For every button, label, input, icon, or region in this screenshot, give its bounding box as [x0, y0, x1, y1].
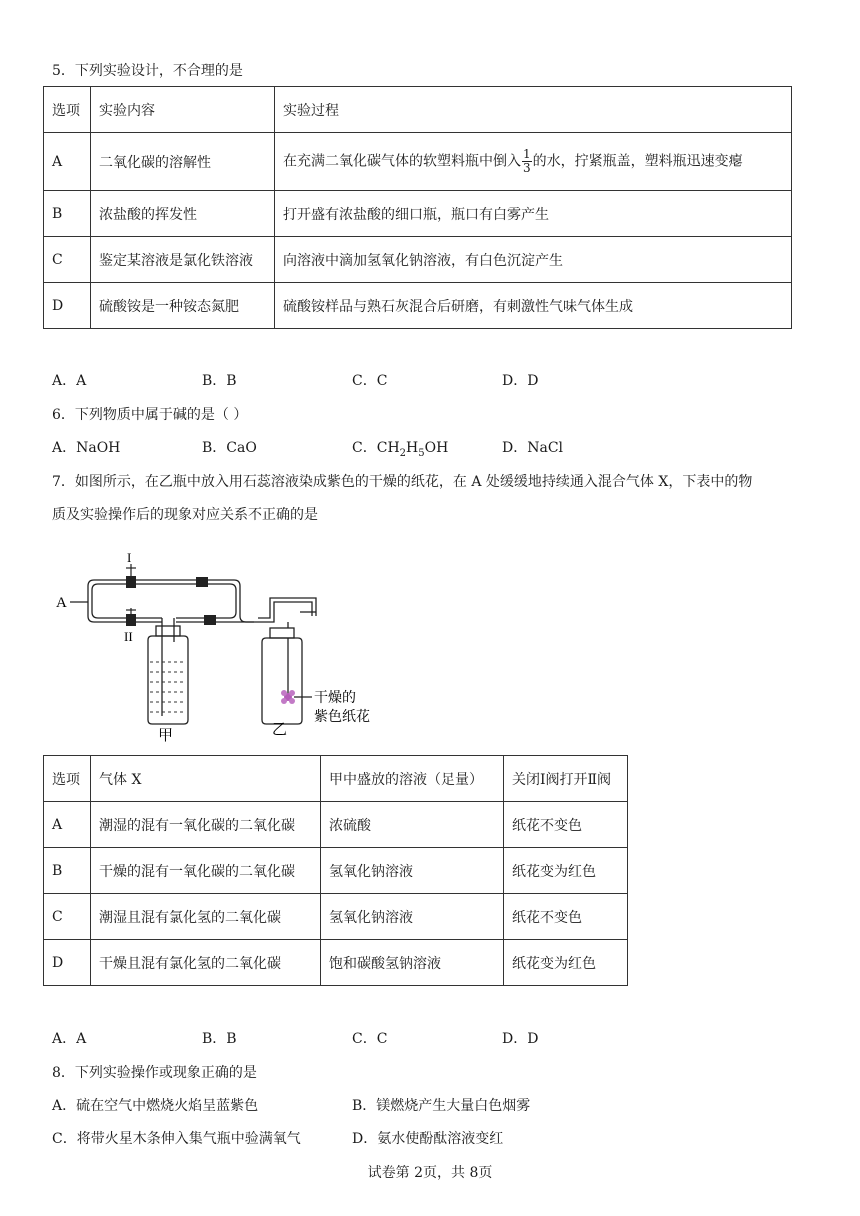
- q6-choice-d[interactable]: D．NaCl: [502, 440, 564, 456]
- pipe-joint: [196, 577, 208, 587]
- table-cell: 纸花不变色: [504, 802, 628, 848]
- upper-pipe: [88, 580, 234, 602]
- fraction-numerator: 1: [523, 147, 531, 161]
- pipe-joint: [204, 615, 216, 625]
- label-flower-1: 干燥的: [314, 690, 356, 706]
- table-cell: [275, 133, 792, 191]
- q8-choice-c[interactable]: C．将带火星木条伸入集气瓶中验满氧气: [52, 1131, 301, 1147]
- q6-stem: 6．下列物质中属于碱的是（ ）: [52, 407, 248, 423]
- table-cell: 纸花变为红色: [504, 848, 628, 894]
- table-header-cell: 关闭Ⅰ阀打开Ⅱ阀: [504, 756, 628, 802]
- label-flower-2: 紫色纸花: [314, 709, 370, 725]
- table-cell: 纸花变为红色: [504, 940, 628, 986]
- table-header-cell: 选项: [44, 87, 91, 133]
- table-cell-text: 的水，拧紧瓶盖，塑料瓶迅速变瘪: [532, 153, 743, 170]
- table-cell: 鉴定某溶液是氯化铁溶液: [91, 237, 275, 283]
- table-cell: 浓盐酸的挥发性: [91, 191, 275, 237]
- valve-i: [126, 564, 136, 588]
- formula-subscript: 2: [399, 447, 407, 459]
- table-cell: C: [44, 894, 91, 940]
- q5-choice-d[interactable]: D．D: [502, 373, 539, 389]
- formula-part: H: [387, 440, 400, 456]
- purple-flower-icon: [281, 690, 312, 704]
- table-row: [44, 894, 628, 940]
- table-row: [44, 133, 792, 191]
- formula-part: H: [406, 440, 419, 456]
- table-row: [44, 940, 628, 986]
- formula-subscript: 5: [418, 447, 425, 459]
- bottle-jia: [148, 618, 188, 724]
- q8-choice-a[interactable]: A．硫在空气中燃烧火焰呈蓝紫色: [52, 1098, 259, 1114]
- q7-stem-line1: 7．如图所示，在乙瓶中放入用石蕊溶液染成紫色的干燥的纸花，在 A 处缓缓地持续通入混合气体 X，下表中的物: [52, 474, 753, 490]
- q5-choice-c[interactable]: C．C: [352, 373, 388, 389]
- table-cell: C: [44, 237, 91, 283]
- q8-choice-b[interactable]: B．镁燃烧产生大量白色烟雾: [352, 1098, 531, 1114]
- right-pipe: [234, 580, 254, 622]
- table-row: [44, 191, 792, 237]
- table-row: [44, 802, 628, 848]
- table-cell: 向溶液中滴加氢氧化钠溶液，有白色沉淀产生: [275, 237, 792, 283]
- q6-choice-b[interactable]: B．CaO: [202, 440, 257, 456]
- label-valve-ii: II: [124, 629, 133, 644]
- q6-choice-a[interactable]: A．NaOH: [52, 440, 121, 456]
- table-row: [44, 283, 792, 329]
- apparatus-diagram: [48, 550, 378, 742]
- table-cell: D: [44, 283, 91, 329]
- q5-stem: 5．下列实验设计，不合理的是: [52, 63, 243, 79]
- table-cell: B: [44, 191, 91, 237]
- table-cell: 饱和碳酸氢钠溶液: [321, 940, 504, 986]
- label-yi: 乙: [272, 720, 288, 738]
- table-cell: D: [44, 940, 91, 986]
- table-header-cell: 甲中盛放的溶液（足量）: [321, 756, 504, 802]
- table-row: [44, 848, 628, 894]
- table-cell: 潮湿且混有氯化氢的二氧化碳: [91, 894, 321, 940]
- label-jia: 甲: [158, 726, 174, 742]
- page-footer: 试卷第 2页，共 8页: [367, 1165, 493, 1181]
- table-cell: 硫酸铵样品与熟石灰混合后研磨，有刺激性气味气体生成: [275, 283, 792, 329]
- table-cell-text: 在充满二氧化碳气体的软塑料瓶中倒入: [283, 153, 521, 170]
- table-cell: A: [44, 802, 91, 848]
- label-valve-i: I: [127, 550, 132, 565]
- fraction: [522, 148, 532, 175]
- q7-choice-d[interactable]: D．D: [502, 1031, 539, 1047]
- lower-pipe: [88, 602, 162, 622]
- fraction-denominator: 3: [523, 161, 531, 175]
- table-header-row: [44, 87, 792, 133]
- valve-ii: [126, 608, 136, 626]
- q6-choice-c-prefix: C．C: [352, 440, 388, 456]
- q7-table: [43, 755, 628, 986]
- table-row: [44, 237, 792, 283]
- q5-choice-b[interactable]: B．B: [202, 373, 237, 389]
- table-header-cell: 实验内容: [91, 87, 275, 133]
- table-cell: 二氧化碳的溶解性: [91, 133, 275, 191]
- q5-table: [43, 86, 792, 329]
- q5-choice-a[interactable]: A．A: [52, 373, 87, 389]
- table-cell: 硫酸铵是一种铵态氮肥: [91, 283, 275, 329]
- q7-choice-b[interactable]: B．B: [202, 1031, 237, 1047]
- q8-choice-d[interactable]: D．氨水使酚酞溶液变红: [352, 1131, 504, 1147]
- table-cell: 氢氧化钠溶液: [321, 894, 504, 940]
- label-a: A: [56, 595, 67, 611]
- q6-choice-c[interactable]: [352, 437, 448, 459]
- table-header-row: [44, 756, 628, 802]
- table-cell: A: [44, 133, 91, 191]
- right-pipe-inner: [176, 584, 236, 618]
- q7-stem-line2: 质及实验操作后的现象对应关系不正确的是: [52, 507, 318, 523]
- table-header-cell: 气体 X: [91, 756, 321, 802]
- formula-part: OH: [424, 440, 449, 456]
- upper-pipe-inner: [92, 584, 230, 602]
- table-header-cell: 实验过程: [275, 87, 792, 133]
- q8-stem: 8．下列实验操作或现象正确的是: [52, 1065, 257, 1081]
- table-cell: 干燥的混有一氧化碳的二氧化碳: [91, 848, 321, 894]
- table-cell: 氢氧化钠溶液: [321, 848, 504, 894]
- q7-choice-a[interactable]: A．A: [52, 1031, 87, 1047]
- table-cell: 打开盛有浓盐酸的细口瓶，瓶口有白雾产生: [275, 191, 792, 237]
- table-cell: 干燥且混有氯化氢的二氧化碳: [91, 940, 321, 986]
- q7-choice-c[interactable]: C．C: [352, 1031, 388, 1047]
- table-cell: 浓硫酸: [321, 802, 504, 848]
- bottle-yi: [262, 628, 302, 724]
- table-cell: 纸花不变色: [504, 894, 628, 940]
- pipe-to-yi-inner: [258, 598, 316, 618]
- table-header-cell: 选项: [44, 756, 91, 802]
- table-cell: B: [44, 848, 91, 894]
- table-cell: 潮湿的混有一氧化碳的二氧化碳: [91, 802, 321, 848]
